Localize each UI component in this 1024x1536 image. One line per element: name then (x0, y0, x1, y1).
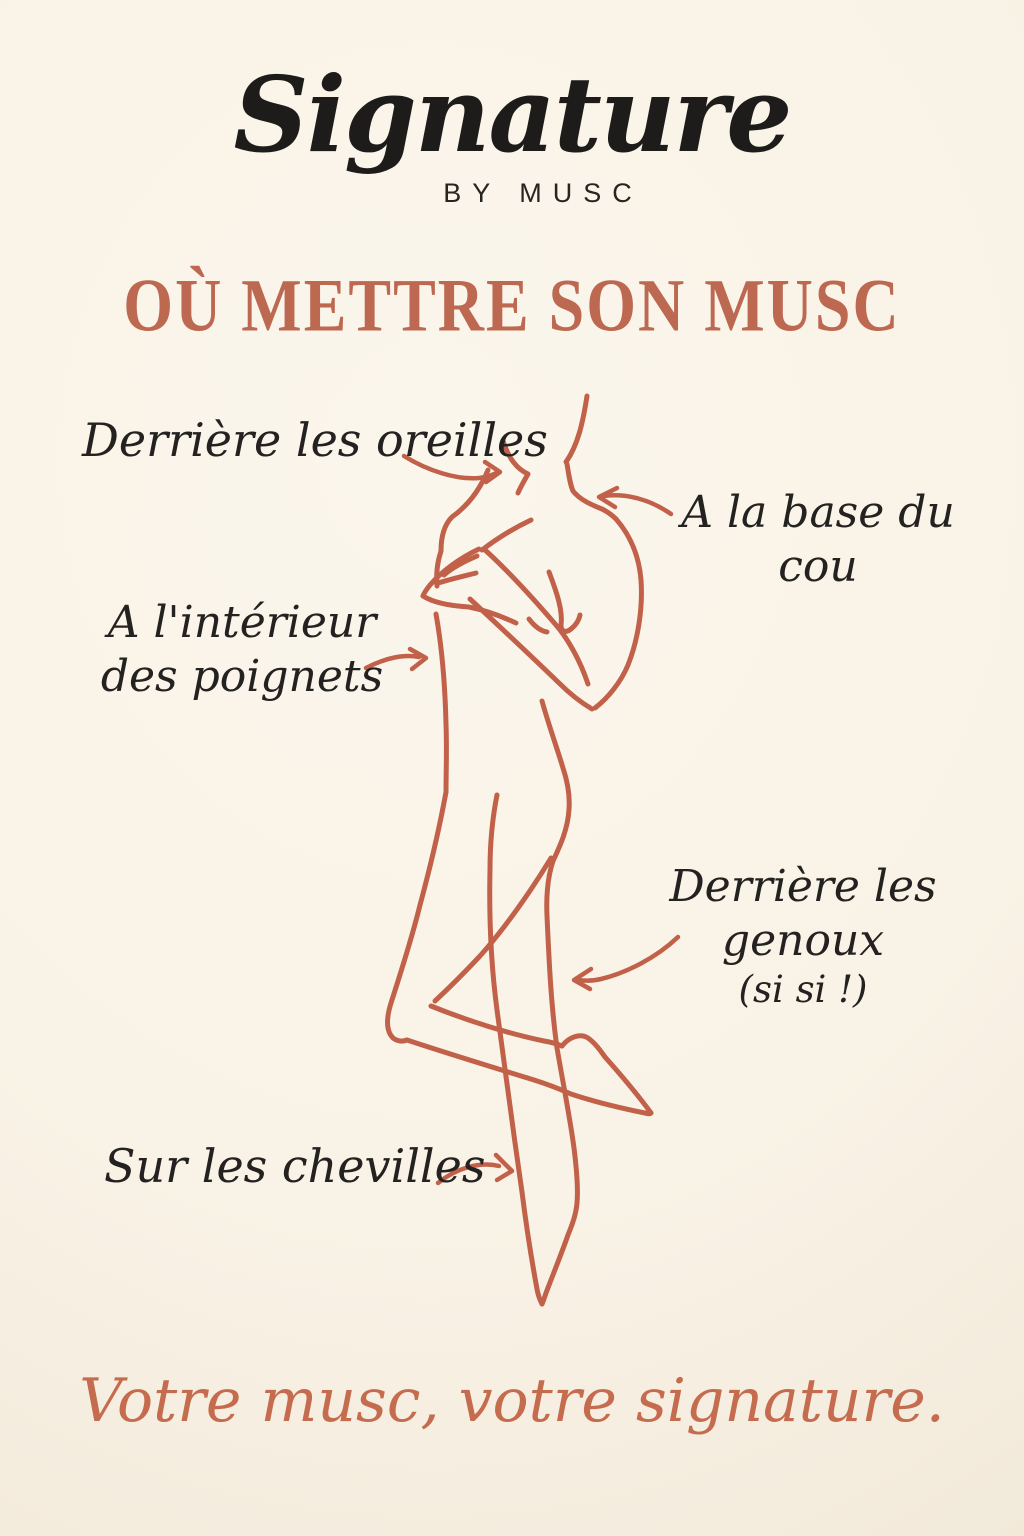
annotation-neck-line1: A la base du (681, 487, 955, 538)
annotation-knees (603, 860, 1003, 1012)
brand-logo: Signature (233, 53, 791, 176)
annotation-wrists-line1: A l'intérieur (107, 597, 377, 648)
right-torso-hip-leg-line (542, 701, 577, 1304)
calf-and-foot-underside-line (407, 1040, 651, 1114)
page-title: OÙ METTRE SON MUSC (123, 263, 901, 347)
tagline: Votre musc, votre signature. (79, 1366, 945, 1436)
back-of-head-line (566, 396, 587, 462)
annotation-neck (668, 486, 968, 593)
annotation-knees-line2: (si si !) (738, 968, 868, 1012)
annotation-ears: Derrière les oreilles (82, 413, 548, 467)
chest-small-line (529, 619, 547, 632)
finger-over-shoulder-line (482, 520, 531, 550)
annotation-ankles: Sur les chevilles (104, 1139, 486, 1193)
arrow-to-neck (599, 488, 671, 514)
right-outer-arm-line (595, 519, 641, 708)
annotation-wrists (92, 596, 392, 703)
left-torso-lower-line (436, 614, 446, 792)
brand-logo-subtitle: BY MUSC (443, 178, 643, 208)
crossed-foot-top-line (562, 1036, 651, 1113)
annotation-knees-line1: Derrière les genoux (669, 861, 937, 966)
left-trapezius-line (441, 470, 488, 551)
crossed-thigh-outer-knee-line (387, 792, 446, 1041)
standing-leg-inner-line (490, 795, 542, 1304)
annotation-wrists-line2: des poignets (100, 650, 384, 702)
annotation-neck-line2: cou (778, 540, 858, 592)
figure-arms-hand (423, 519, 641, 709)
